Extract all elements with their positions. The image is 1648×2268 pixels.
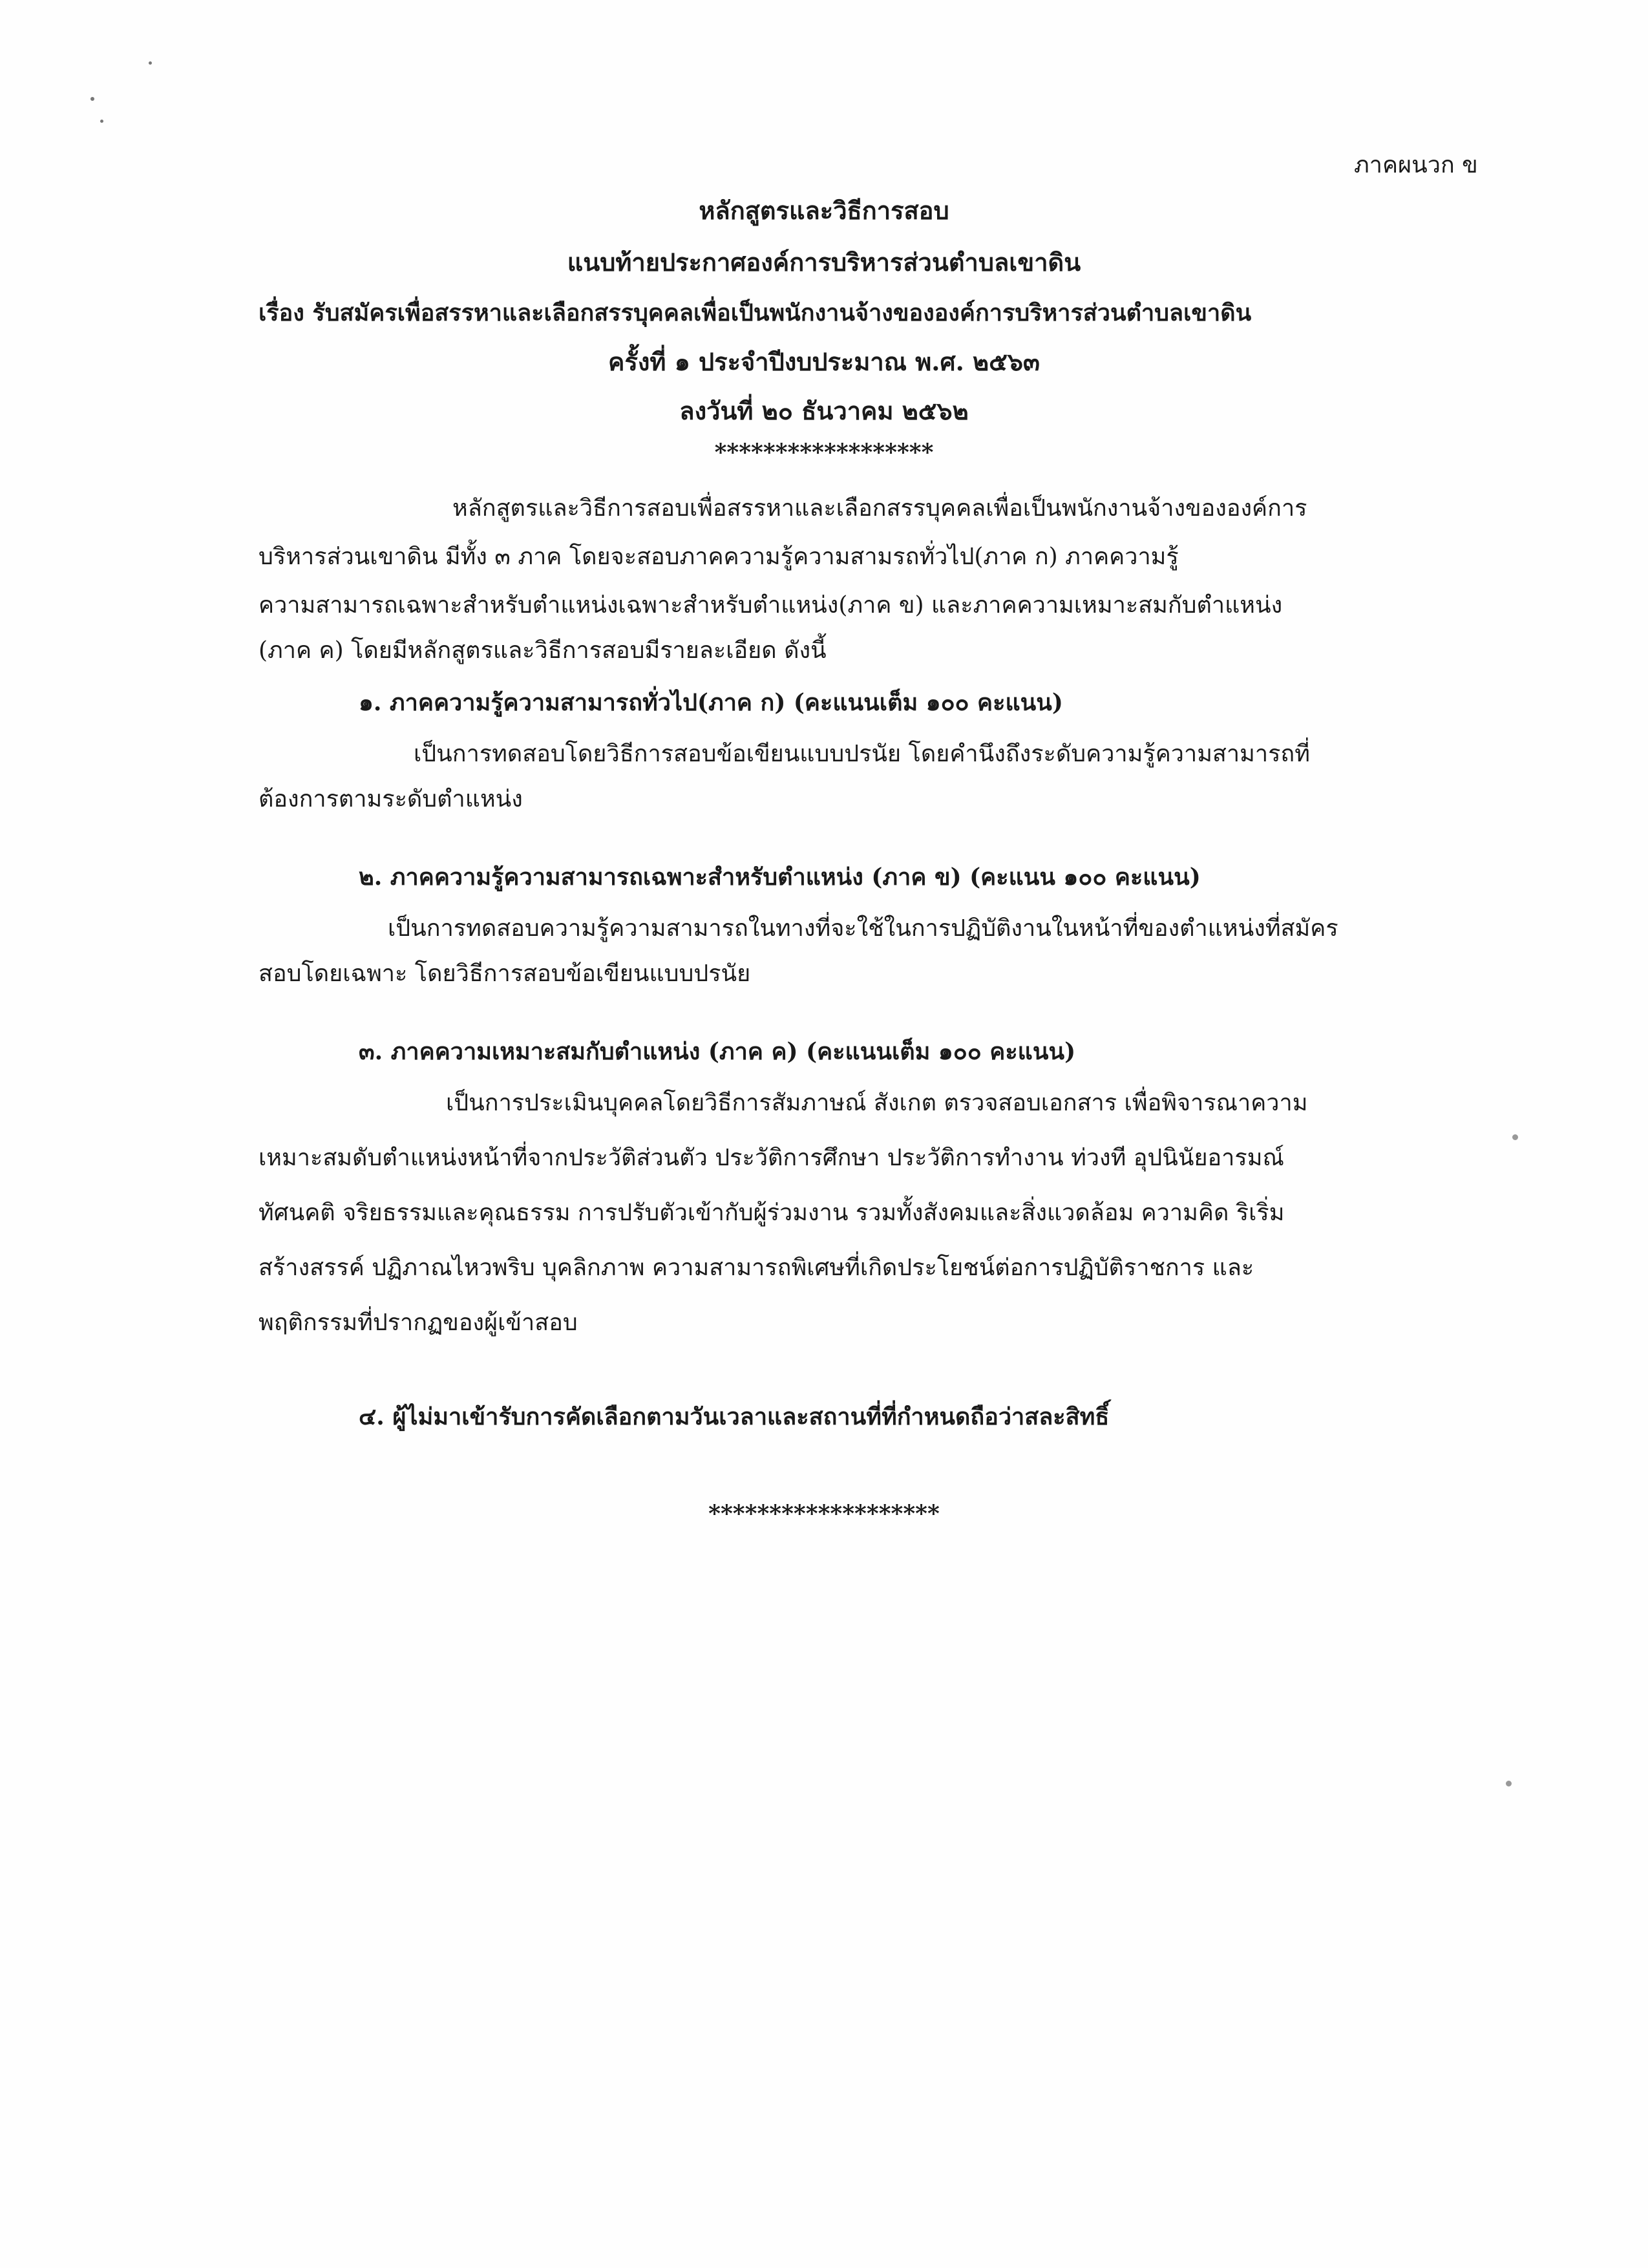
- scan-speck: [100, 120, 103, 123]
- document-title: หลักสูตรและวิธีการสอบ: [699, 196, 949, 225]
- intro-line: ความสามารถเฉพาะสำหรับตำแหน่งเฉพาะสำหรับตำแหน่ง(ภาค ข) และภาคความเหมาะสมกับตำแหน่ง: [259, 592, 1283, 619]
- scan-speck: [1506, 1781, 1512, 1786]
- section-line: เป็นการทดสอบโดยวิธีการสอบข้อเขียนแบบปรนัย โดยคำนึงถึงระดับความรู้ความสามารถที่: [414, 741, 1310, 767]
- scan-speck: [1512, 1134, 1518, 1140]
- section-heading: ๓. ภาคความเหมาะสมกับตำแหน่ง (ภาค ค) (คะแนนเต็ม ๑๐๐ คะแนน): [359, 1038, 1076, 1065]
- section-line: สอบโดยเฉพาะ โดยวิธีการสอบข้อเขียนแบบปรนัย: [259, 960, 751, 987]
- scan-speck: [90, 97, 94, 101]
- scan-speck: [149, 61, 152, 65]
- section-line: เหมาะสมดับตำแหน่งหน้าที่จากประวัติส่วนตัว ประวัติการศึกษา ประวัติการทำงาน ท่วงที อุปนินัยอารมณ์: [259, 1145, 1284, 1171]
- section-line: เป็นการทดสอบความรู้ความสามารถในทางที่จะใช้ในการปฏิบัติงานในหน้าที่ของตำแหน่งที่สมัคร: [388, 915, 1338, 942]
- section-line: สร้างสรรค์ ปฏิภาณไหวพริบ บุคลิกภาพ ความสามารถพิเศษที่เกิดประโยชน์ต่อการปฏิบัติราชการ และ: [259, 1255, 1254, 1281]
- section-heading: ๔. ผู้ไม่มาเข้ารับการคัดเลือกตามวันเวลาและสถานที่ที่กำหนดถือว่าสละสิทธิ์: [359, 1403, 1110, 1430]
- footer-stars: *******************: [708, 1500, 940, 1527]
- header-stars: ******************: [714, 439, 934, 466]
- document-round: ครั้งที่ ๑ ประจำปีงบประมาณ พ.ศ. ๒๕๖๓: [608, 347, 1040, 376]
- document-subtitle: แนบท้ายประกาศองค์การบริหารส่วนตำบลเขาดิน: [567, 248, 1081, 277]
- section-line: ทัศนคติ จริยธรรมและคุณธรรม การปรับตัวเข้ากับผู้ร่วมงาน รวมทั้งสังคมและสิ่งแวดล้อม ความคิด ริเริ่ม: [259, 1200, 1285, 1226]
- section-line: ต้องการตามระดับตำแหน่ง: [259, 786, 523, 812]
- appendix-label: ภาคผนวก ข: [1354, 152, 1478, 178]
- intro-line: (ภาค ค) โดยมีหลักสูตรและวิธีการสอบมีรายละเอียด ดังนี้: [259, 637, 827, 664]
- section-line: เป็นการประเมินบุคคลโดยวิธีการสัมภาษณ์ สังเกต ตรวจสอบเอกสาร เพื่อพิจารณาความ: [446, 1090, 1308, 1116]
- section-heading: ๑. ภาคความรู้ความสามารถทั่วไป(ภาค ก) (คะแนนเต็ม ๑๐๐ คะแนน): [359, 689, 1063, 716]
- intro-line: หลักสูตรและวิธีการสอบเพื่อสรรหาและเลือกสรรบุคคลเพื่อเป็นพนักงานจ้างขององค์การ: [452, 495, 1307, 522]
- document-date: ลงวันที่ ๒๐ ธันวาคม ๒๕๖๒: [679, 396, 969, 425]
- section-line: พฤติกรรมที่ปรากฏของผู้เข้าสอบ: [259, 1309, 578, 1336]
- document-subject: เรื่อง รับสมัครเพื่อสรรหาและเลือกสรรบุคคลเพื่อเป็นพนักงานจ้างขององค์การบริหารส่วนตำบลเขาดิน: [259, 299, 1252, 326]
- intro-line: บริหารส่วนเขาดิน มีทั้ง ๓ ภาค โดยจะสอบภาคความรู้ความสามรถทั่วไป(ภาค ก) ภาคความรู้: [259, 544, 1179, 570]
- section-heading: ๒. ภาคความรู้ความสามารถเฉพาะสำหรับตำแหน่ง (ภาค ข) (คะแนน ๑๐๐ คะแนน): [359, 864, 1201, 891]
